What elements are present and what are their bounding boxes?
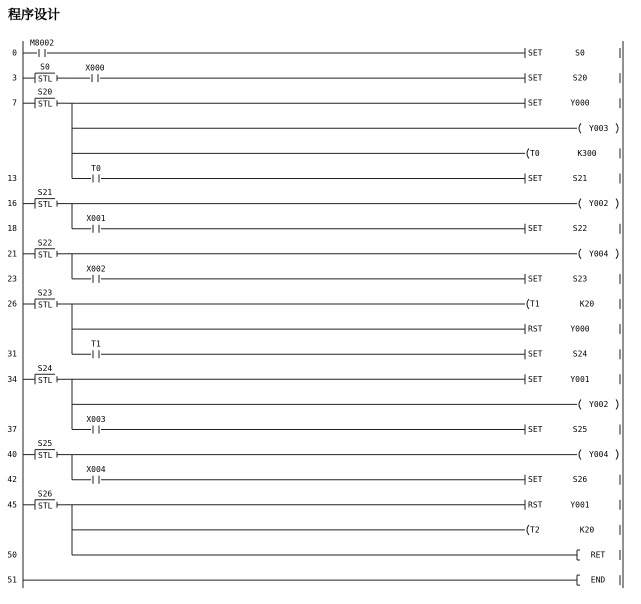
coil-left	[579, 123, 581, 133]
step-number: 34	[7, 374, 17, 384]
contact-label: T1	[91, 339, 101, 349]
instruction-operand: S0	[575, 48, 585, 58]
step-number: 31	[7, 349, 17, 359]
instruction-name: RST	[528, 500, 543, 510]
instruction-name: SET	[528, 48, 543, 58]
instruction-name: SET	[528, 274, 543, 284]
instruction-operand: Y001	[570, 374, 590, 384]
coil-right	[616, 123, 618, 133]
contact-label: X001	[86, 214, 106, 224]
instruction-name: SET	[528, 73, 543, 83]
contact-label: X002	[86, 264, 106, 274]
instruction-operand: Y000	[570, 324, 590, 334]
contact-label: M8002	[29, 38, 55, 48]
stl-label: S24	[37, 363, 53, 373]
timer-name: T1	[530, 299, 540, 309]
instruction-name: SET	[528, 425, 543, 434]
instruction-operand: S22	[572, 224, 588, 234]
instruction-operand: S23	[572, 274, 588, 284]
coil-operand: Y002	[589, 199, 609, 209]
coil-operand: Y002	[589, 399, 609, 409]
coil-operand: Y003	[589, 123, 609, 133]
instruction-operand: S25	[572, 425, 588, 434]
stl-label: S0	[40, 62, 50, 72]
step-number: 40	[7, 450, 17, 460]
coil-right	[616, 399, 618, 409]
step-number: 51	[7, 575, 17, 585]
step-number: 18	[7, 224, 17, 234]
coil-operand: Y004	[589, 249, 609, 259]
coil-left	[579, 199, 581, 209]
contact-label: X000	[85, 63, 105, 73]
instruction-name: SET	[528, 374, 543, 384]
stl-text: STL	[38, 451, 53, 461]
step-number: 42	[7, 475, 17, 485]
instruction-operand: S20	[572, 73, 588, 83]
stl-text: STL	[38, 74, 53, 84]
instruction-operand: S26	[572, 475, 588, 485]
timer-preset: K20	[579, 525, 595, 535]
stl-label: S26	[37, 489, 53, 499]
instruction-operand: S21	[572, 174, 588, 183]
instruction-name: END	[590, 575, 606, 585]
step-number: 37	[7, 425, 17, 434]
timer-coil-left	[527, 148, 529, 158]
stl-text: STL	[38, 300, 53, 310]
timer-name: T0	[530, 148, 540, 158]
stl-text: STL	[38, 250, 53, 260]
timer-coil-left	[527, 525, 529, 535]
coil-left	[579, 399, 581, 409]
instruction-name: SET	[528, 98, 543, 108]
step-number: 0	[12, 48, 17, 58]
timer-coil-left	[527, 299, 529, 309]
stl-text: STL	[38, 375, 53, 385]
coil-right	[616, 249, 618, 259]
coil-left	[579, 450, 581, 460]
instruction-name: SET	[528, 174, 543, 183]
timer-preset: K20	[579, 299, 595, 309]
instruction-operand: Y001	[570, 500, 590, 510]
instruction-operand: Y000	[570, 98, 590, 108]
step-number: 23	[7, 274, 17, 284]
coil-left	[579, 249, 581, 259]
instruction-name: RST	[528, 324, 543, 334]
page-title: 程序设计	[8, 8, 61, 23]
stl-label: S25	[37, 439, 53, 449]
stl-label: S22	[37, 238, 53, 248]
instruction-name: SET	[528, 224, 543, 234]
stl-label: S23	[37, 288, 53, 298]
instruction-name: SET	[528, 349, 543, 359]
coil-right	[616, 199, 618, 209]
stl-label: S20	[37, 87, 53, 97]
step-number: 16	[7, 199, 17, 209]
timer-preset: K300	[577, 148, 597, 158]
stl-text: STL	[38, 200, 53, 210]
step-number: 21	[7, 249, 17, 259]
contact-label: X004	[86, 465, 106, 475]
contact-label: T0	[91, 164, 101, 173]
step-number: 26	[7, 299, 17, 309]
coil-right	[616, 450, 618, 460]
step-number: 13	[7, 174, 17, 183]
step-number: 45	[7, 500, 17, 510]
stl-text: STL	[38, 501, 53, 511]
step-number: 50	[7, 550, 17, 560]
step-number: 7	[12, 98, 17, 108]
stl-label: S21	[37, 188, 53, 198]
step-number: 3	[12, 73, 17, 83]
stl-text: STL	[38, 99, 53, 109]
instruction-name: SET	[528, 475, 543, 485]
contact-label: X003	[86, 415, 106, 424]
coil-operand: Y004	[589, 450, 609, 460]
timer-name: T2	[530, 525, 540, 535]
instruction-name: RET	[590, 550, 606, 560]
instruction-operand: S24	[572, 349, 588, 359]
